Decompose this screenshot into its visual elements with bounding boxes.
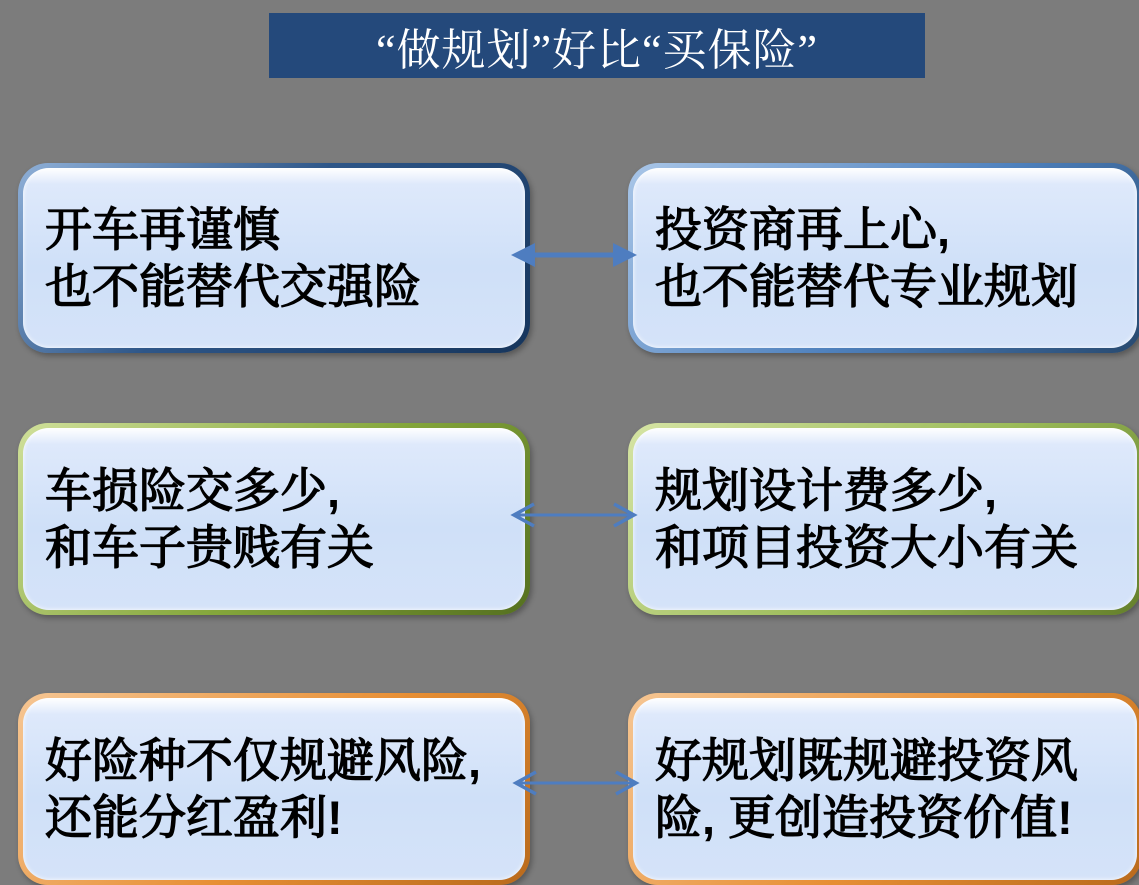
box-text-line: 也不能替代专业规划 (655, 260, 1078, 313)
box-investor-care-body (633, 168, 1137, 348)
box-text-line: 开车再谨慎 (45, 202, 280, 256)
box-damage-premium-body (23, 428, 525, 610)
box-investor-care (628, 163, 1139, 353)
box-car-caution (18, 163, 530, 353)
double-arrow-icon (510, 763, 642, 803)
box-good-planning (628, 693, 1139, 885)
box-car-caution-body (23, 168, 525, 348)
box-good-insurance (18, 693, 530, 885)
box-text-line: 险, 更创造投资价值! (655, 791, 1073, 844)
slide-title (269, 13, 925, 78)
box-text-line: 好规划既规避投资风 (655, 733, 1078, 787)
double-arrow-icon (508, 235, 640, 275)
box-planning-fee (628, 423, 1139, 615)
box-text-line: 车损险交多少, (45, 463, 341, 517)
box-text-line: 和车子贵贱有关 (45, 521, 374, 574)
box-text-line: 投资商再上心, (655, 202, 951, 256)
box-good-insurance-body (23, 698, 525, 880)
box-text-line: 也不能替代交强险 (45, 260, 421, 313)
box-text-line: 规划设计费多少, (655, 463, 998, 517)
box-good-planning-body (633, 698, 1137, 880)
box-damage-premium (18, 423, 530, 615)
double-arrow-icon (508, 495, 640, 535)
slide-title-text: “做规划”好比“买保险” (375, 25, 819, 75)
box-planning-fee-body (633, 428, 1137, 610)
box-text-line: 还能分红盈利! (45, 791, 343, 844)
box-text-line: 和项目投资大小有关 (655, 521, 1078, 574)
box-text-line: 好险种不仅规避风险, (45, 733, 482, 787)
